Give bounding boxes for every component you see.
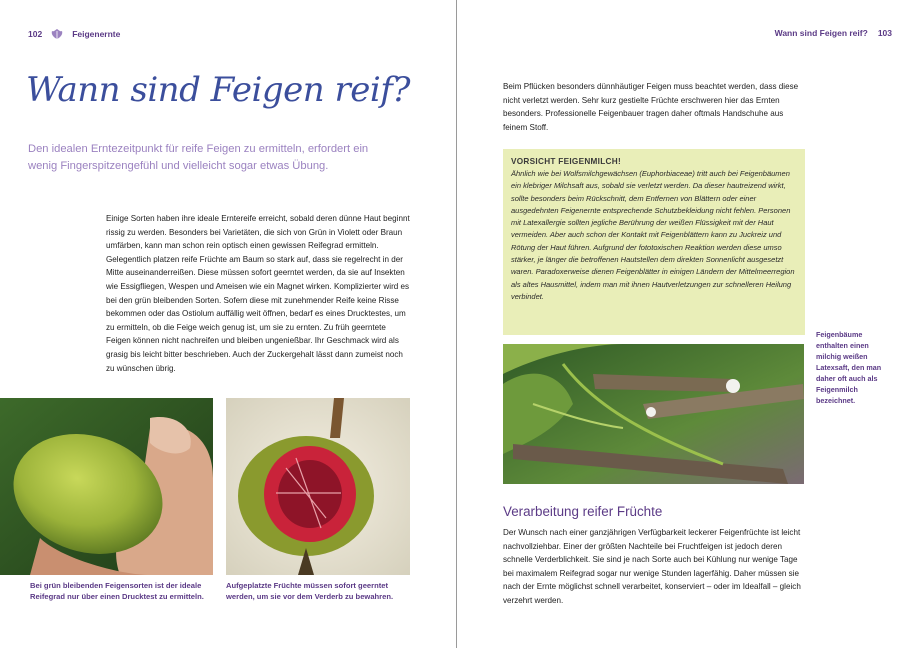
warning-box [503,149,805,335]
fig-branch-photo [503,344,804,484]
body-text-left: Einige Sorten haben ihre ideale Erntereife erreicht, sobald deren dünne Haut beginnt rissig zu werden. Besonders bei Varietäten, die sich von Grün in Violett oder Braun umfärben, kann man schon rein optisch einen gewissen Reifegrad ermitteln. Gelegentlich platzen reife Früchte am Baum so stark auf, dass sie regelrecht in der Mitte auseinanderreißen. Diese müssen sofort geerntet werden, da sie auf Insekten wie Essigfliegen, Wespen und Ameisen wie ein Magnet wirken. Komplizierter wird es bei den grün bleibenden Sorten. Sofern diese mit zunehmender Reife keine Risse bekommen oder das Ostiolum auffällig weit öffnen, bedarf es eines Drucktestes, um zu ermitteln, ob die Feige weich genug ist, um sie zu ernten. Zu früh geerntete Feigen können nicht nachreifen und bleiben ungenießbar. Ihr Geschmack wird als grasig bis leicht bitter beschrieben. Auch der Zuckergehalt lässt dann zumeist noch zu wünschen übrig. [106,214,410,373]
green-fig-photo [0,398,213,575]
left-running-header [28,28,120,40]
section-heading: Verarbeitung reifer Früchte [503,504,663,519]
side-caption: Feigenbäume enthalten einen milchig weißen Latexsaft, den man daher oft auch als Feigenmilch bezeichnet. [816,330,882,405]
left-page-number: 102 [28,29,43,39]
left-page [0,0,456,648]
body-text-right-top: Beim Pflücken besonders dünnhäutiger Feigen muss beachtet werden, dass diese nicht verletzt werden. Sehr kurz gestielte Früchte erschweren hier das Ernten besonders. Professionelle Feigenbauer tragen daher oftmals Handschuhe aus feinem Stoff. [503,82,799,132]
open-fig-photo [226,398,410,575]
fig-branch-illustration [503,344,804,484]
right-running-header [775,28,892,38]
intro-paragraph: Den idealen Erntezeitpunkt für reife Feigen zu ermitteln, erfordert ein wenig Fingerspitzengefühl und vielleicht sogar etwas Übung. [28,143,369,172]
open-fig-illustration [226,398,410,575]
warning-text: Ähnlich wie bei Wolfsmilchgewächsen (Euphorbiaceae) tritt auch bei Feigenbäumen ein klebriger Milchsaft aus, sobald sie verletzt werden. Da dieser hautreizend wirkt, sollte besonders beim Rückschnitt, dem Entfernen von Blättern oder einer ausgedehnten Feigenernte entsprechende Schutzbekleidung nicht fehlen. Personen mit Latexallergie sollten jegliche Berührung der weißen Flüssigkeit mit der Haut vermeiden. Aber auch schon der Kontakt mit Feigenblättern kann zu Juckreiz und Rötung der Haut führen. Aufgrund der fototoxischen Reaktion werden diese umso stärker, je länger die betroffenen Hautstellen dem direkten Sonnenlicht ausgesetzt waren. Paradoxerweise dienen Feigenblätter in einigen Ländern der Mittelmeerregion als altes Hausmittel, indem man mit ihnen Hautverletzungen zur schnelleren Heilung verbindet. [511,169,795,301]
caption-green-fig: Bei grün bleibenden Feigensorten ist der ideale Reifegrad nur über einen Drucktest zu ermitteln. [30,581,204,602]
fig-leaf-icon [50,28,64,40]
page-title: Wann sind Feigen reif? [26,70,411,110]
right-page-number: 103 [877,28,892,38]
running-title: Wann sind Feigen reif? [774,28,868,38]
green-fig-illustration [0,398,213,575]
body-text-right-bottom: Der Wunsch nach einer ganzjährigen Verfügbarkeit leckerer Feigenfrüchte ist leicht nachvollziehbar. Einer der größten Nachteile bei Fruchtfeigen ist jedoch deren schnelle Verderblichkeit. Sie sind je nach Sorte auch bei Kühlung nur wenige Tage bei maximalem Reifegrad sogar nur wenige Stunden lagerfähig. Daher müssen sie nach der Ernte möglichst schnell verarbeitet, konserviert – oder im Idealfall – gleich verzehrt werden. [503,528,801,605]
caption-open-fig: Aufgeplatzte Früchte müssen sofort geerntet werden, um sie vor dem Verderb zu bewahren. [226,581,394,602]
chapter-title: Feigenernte [72,29,121,39]
warning-title: VORSICHT FEIGENMILCH! [511,157,622,166]
